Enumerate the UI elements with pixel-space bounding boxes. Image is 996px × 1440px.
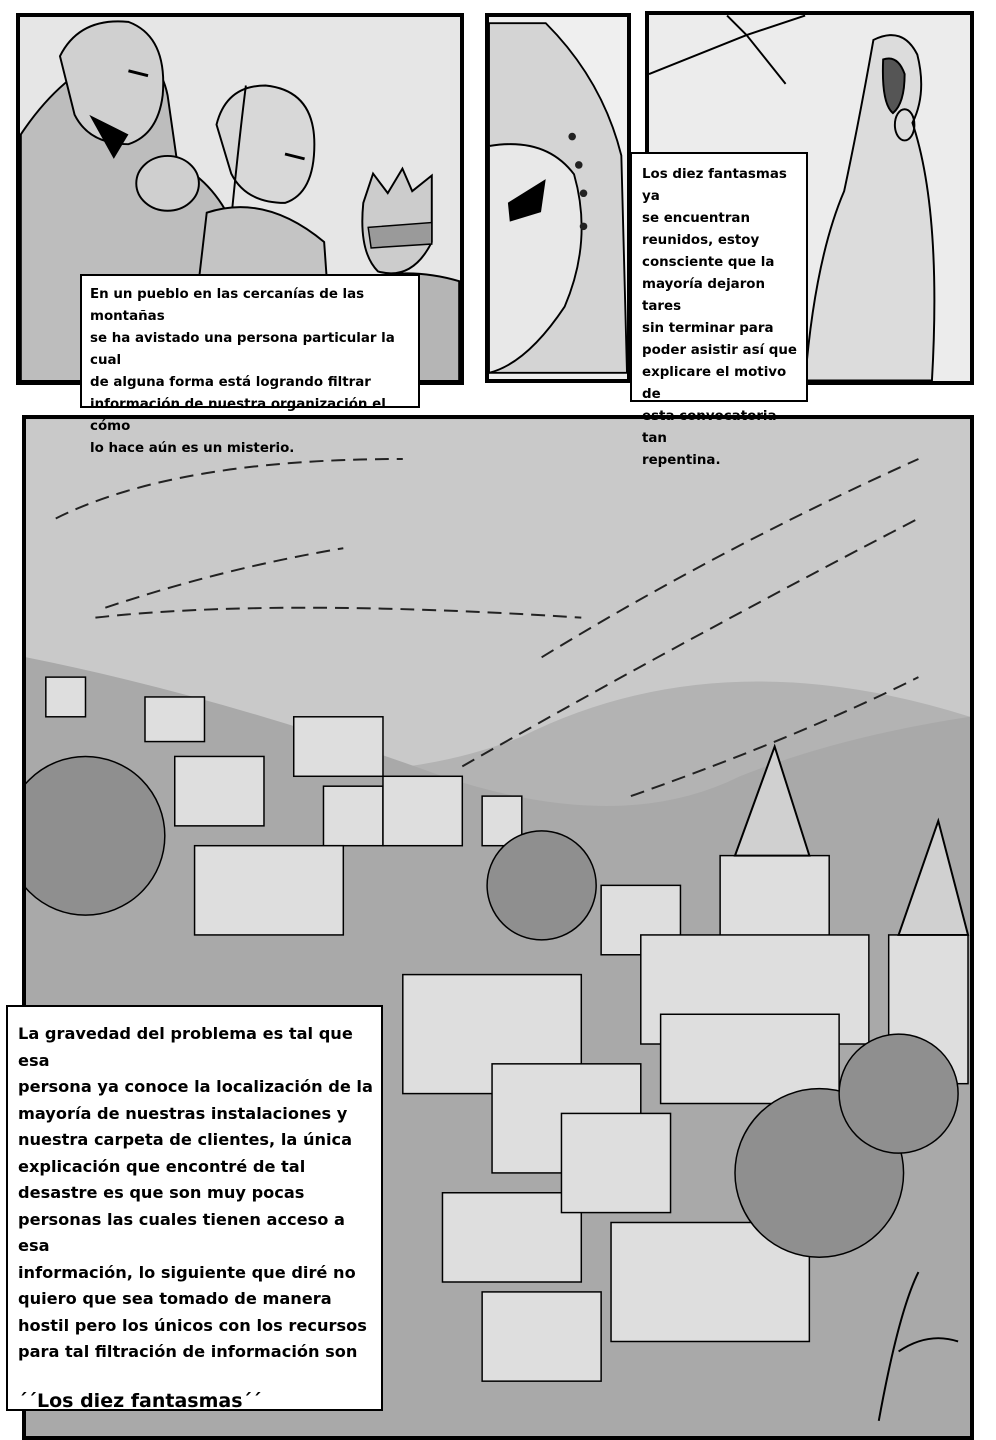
panel-masked-face — [485, 13, 631, 383]
caption-panel-4-text: La gravedad del problema es tal que esa persona ya conoce la localización de la mayoría de nuestras instalaciones y nuestra carpeta de clientes, la única explicación que encontré de tal desastre es que son muy pocas personas las cuales tienen acceso a esa información, lo siguiente que diré no quiero que sea tomado de manera hostil pero los únicos con los recursos para tal filtración de información son — [18, 1024, 373, 1361]
caption-panel-4-quote: ´´Los diez fantasmas´´ — [18, 1389, 262, 1412]
caption-panel-4 — [6, 1005, 383, 1411]
caption-panel-3: Los diez fantasmas ya se encuentran reunidos, estoy consciente que la mayoría dejaron tares sin terminar para poder asistir así que explicare el motivo de esta convocatoria tan repentina. — [630, 152, 808, 402]
mask-illustration — [489, 17, 627, 379]
caption-panel-1: En un pueblo en las cercanías de las montañas se ha avistado una persona particular la cual de alguna forma está logrando filtrar información de nuestra organización el cómo lo hace aún es un misterio. — [80, 274, 420, 408]
